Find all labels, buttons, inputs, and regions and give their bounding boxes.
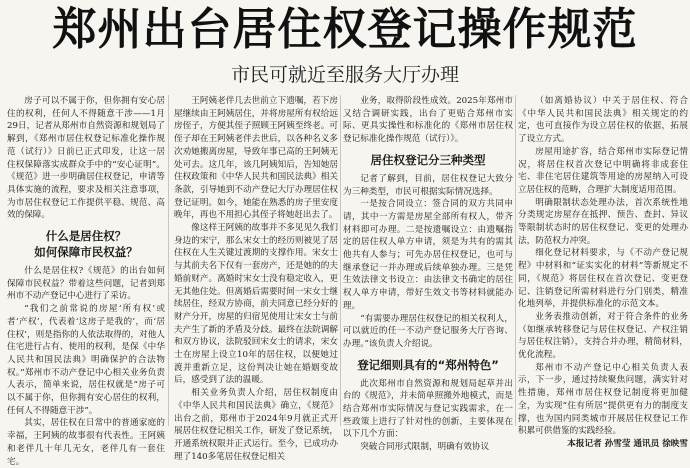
paragraph: 相关业务负责人介绍，居住权制度由《中华人民共和国民法典》确立，《规范》出台之前，郑州市于2024年9月就正式开展居住权登记相关工作，研发了登记系统，开通系统权限并正式运行。至今，已成功办理了140多笔居住权登记相关	[174, 388, 338, 462]
paragraph: 细化登记材料要求，与《不动产登记规程》中材料和“证实实化的材料”等新规定不同，《规范》将居住权在首次登记、变更登记、注销登记所需材料进行分门别类，精准化地列举，并提供标准化的示范文本。	[518, 248, 688, 310]
paragraph: 记者了解到，目前，居住权登记大致分为三种类型，市民可根据实际情况选择。	[343, 173, 513, 197]
paragraph: 像这样王阿姨的故事并不多见见久我们身边的宋宁，那么宋女士的经历则被见了居住权在人生关键过渡期的支撑作用。宋女士与其前夫名下仅有一套房产，还是她的的夫婚前财产。离婚时宋女士没有稳定收入，更无其他住处。但离婚后需要时间一宋女士继续居住，经双方协商，前夫同意已经分好的财产分开，房屋的归宿见使用让宋女士与前夫产生了新的矛盾及分歧。最终在法院调解和双方协议，法院驳回宋女士的请求，宋女士在房屋上设立10年的居住权，以便她过渡并重新立足，这份判决让她在婚姻变故后，感受到了法的温暖。	[174, 223, 338, 386]
section-heading: 登记细则具有的“郑州特色”	[357, 357, 499, 372]
article-column-1	[7, 95, 165, 467]
column-divider	[168, 95, 169, 426]
article-column-4	[518, 95, 688, 449]
paragraph: “有需要办理居住权登记的相关权利人，可以就近的任一不动产登记服务大厅咨询、办理。”该负责人介绍说。	[343, 313, 513, 349]
section-heading-line: 什么是居住权？	[45, 229, 127, 244]
paragraph: “我们之前常说的房屋‘所有权’或者‘产权’，代表着‘这房子是我的’，而‘居住权’，则是指你的人依法取得的，对他人住宅进行占有、使用的权利，是保《中华人民共和国民法典》明确保护的合法物权。”郑州市不动产登记中心相关业务负责人表示，简单来说，居住权就是“房子可以不属于你，但你拥有安心居住的权利，任何人不得随意干涉”。	[7, 304, 165, 416]
paragraph: 一是按合同设立：签合同的双方共同申请，其中一方需是房屋全部所有权人，带齐材料即可办理。二是按遗嘱设立：由遗嘱指定的居住权人单方申请，须是为共有的需其他共有人参与；可先办居住权登记，也可与继承登记一并办理或后续单独办理。三是凭生效法律文书设立：由法律文书确定的居住权人单方申请，带好生效文书等材料就能办理。	[343, 199, 513, 311]
headline: 郑州出台居住权登记操作规范	[52, 4, 638, 55]
column-divider	[340, 95, 341, 426]
section-heading	[7, 228, 165, 260]
article-column-2	[174, 95, 338, 462]
paragraph: 其实，居住权在日常中的普通家庭的幸福，王阿姨的故事很有代表性。王阿姨和老伴几十年几无女，老伴几有一套住宅。	[7, 418, 165, 467]
subheadline: 市民可就近至服务大厅办理	[230, 64, 459, 86]
paragraph: 业务表推动创新，对于符合条件的业务（如继承转移登记与居住权登记、产权注销与居住权注销），支持合并办理，精简材料，优化流程。	[518, 311, 688, 361]
article-column-3	[343, 95, 513, 453]
column-divider	[515, 95, 516, 426]
paragraph: 郑州市不动产登记中心相关负责人表示，下一步，通过持续聚焦问题，满实针对性措施，郑州市居住权登记制度将更加健全，为实现“住有所居”提供更有力的制度支撑，也为国内同类城市开展居住权登记工作积累可供借鉴的实践经验。	[518, 362, 688, 437]
section-heading-line: 如何保障市民权益？	[34, 245, 138, 260]
paragraph: （如离婚协议）中关于居住权、符合《中华人民共和国民法典》相关规定的约定，也可直接作为设立居住权的依据，拓展了设立方式。	[518, 96, 688, 145]
author-credit: 本报记者 孙雪莹 通讯员 徐映雪	[567, 438, 688, 449]
section-heading: 居住权登记分三种类型	[370, 152, 486, 167]
paragraph: 王阿姨老伴几去世前立下遗嘱，若下房屋继续由王阿姨居住，并将房屋所有权给远房侄子，方便其侄子照顾王阿姨至终老。可侄子却在王阿姨老伴去世后，以各种名义多次劝她搬离房屋，导致年事已高的王阿姨无处可去。这几年，该几阿姨知后，告知她居住权政策和《中华人民共和国民法典》相关条款，引导她到不动产登记大厅办理居住权登记证明。如今，她能在熟悉的房子里安度晚年，再也不用担心其侄子将她赶出去了。	[174, 96, 338, 221]
paragraph: 房屋用途扩容，结合郑州市实际登记情况，将居住权首次登记中明确将非成套住宅、非住宅居住建筑等用途的房屋纳入可设立居住权的范畴，合理扩大制度适用范围。	[518, 146, 688, 195]
paragraph: 房子可以不属于你，但你拥有安心居住的权利，任何人不得随意干涉——1月29日，记者从郑州市自然资源和规划局了解到，《郑州市居住权登记标准化操作规范（试行）》日前已正式印发，让这一居住权保障落实成群众手中的“安心证明”。《规范》进一步明确居住权登记，申请等具体实施的流程，要求及相关注意事项，为市居住权登记工作提供平稳、规范、高效的保障。	[7, 96, 165, 221]
paragraph: 此次郑州市自然资源和规划局起草并出台的《规范》，并未简单照搬外地模式，而是结合郑州市实际情况与登记实践需求，在一些政策上进行了针对性的创新，主要体现在以下几个方面：	[343, 378, 513, 440]
paragraph: 业务，取得阶段性成效。2025年郑州市又结合调研实践，出台了更贴合郑州市实际、更具实操性和标准化的《郑州市居住权登记标准化操作规范（试行）》。	[343, 96, 513, 145]
paragraph: 突破合同形式限制，明确有效协议	[360, 442, 490, 453]
paragraph: 什么是居住权?《规范》的出台如何保障市民权益？带着这些问题，记者到郑州市不动产登记中心进行了采访。	[7, 266, 165, 302]
paragraph: 明确限制状态处理办法，首次系统性地分类规定房屋存在抵押、预告、查封、异议等限制状态时的居住权登记、变更的处理办法，防范权力冲突。	[518, 197, 688, 246]
